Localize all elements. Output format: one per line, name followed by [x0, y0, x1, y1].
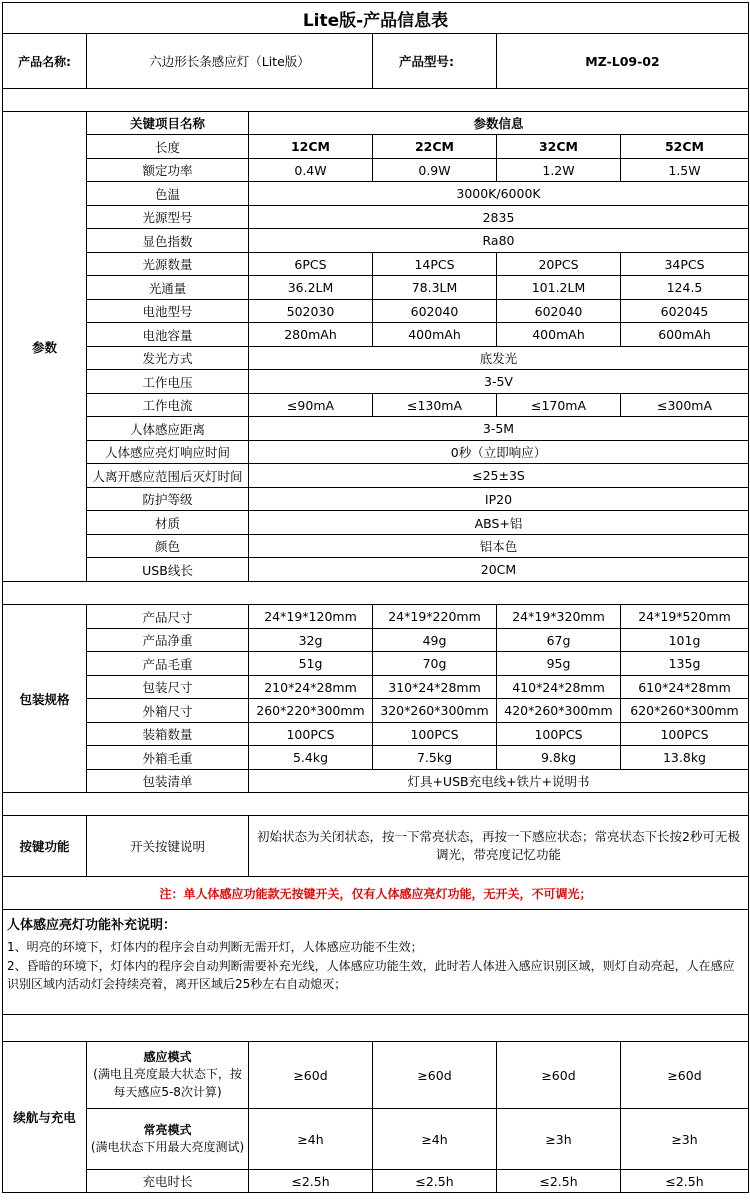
- params-row-value: 1.2W: [497, 159, 621, 182]
- packing-row: [3, 605, 749, 629]
- steady-value-2: ≥4h: [373, 1109, 497, 1170]
- params-row-value: 3000K/6000K: [249, 182, 749, 206]
- params-row: [3, 417, 749, 441]
- params-row-value: 12CM: [249, 135, 373, 159]
- params-row-label: 人体感应亮灯响应时间: [87, 441, 249, 464]
- params-row-value: 502030: [249, 300, 373, 323]
- button-row: [3, 816, 749, 877]
- packing-row-value: 67g: [497, 629, 621, 652]
- sense-mode-note: (满电且亮度最大状态下，按每天感应5-8次计算): [93, 1067, 242, 1099]
- params-row-value: 400mAh: [497, 323, 621, 347]
- params-row-value: 78.3LM: [373, 276, 497, 300]
- spacer-cell: [3, 582, 749, 605]
- packing-row: [3, 652, 749, 676]
- params-row-label: 材质: [87, 511, 249, 535]
- params-row-value: 124.5: [621, 276, 749, 300]
- params-row: [3, 300, 749, 323]
- spacer-row: [3, 793, 749, 816]
- sheet-title: Lite版-产品信息表: [3, 3, 749, 34]
- packing-row-value: 410*24*28mm: [497, 676, 621, 699]
- packing-row-value: 260*220*300mm: [249, 699, 373, 723]
- params-row-value: 14PCS: [373, 253, 497, 276]
- params-row-label: 防护等级: [87, 488, 249, 511]
- product-name-label: 产品名称:: [3, 34, 87, 89]
- charge-value-2: ≤2.5h: [373, 1170, 497, 1193]
- params-row-value: ≤130mA: [373, 394, 497, 417]
- sense-value-2: ≥60d: [373, 1042, 497, 1109]
- sense-value-3: ≥60d: [497, 1042, 621, 1109]
- params-row-value: 6PCS: [249, 253, 373, 276]
- battery-section-label: 续航与充电: [3, 1042, 87, 1193]
- supplement-cell: [3, 910, 749, 1015]
- params-row: [3, 135, 749, 159]
- charge-value-4: ≤2.5h: [621, 1170, 749, 1193]
- spacer-cell: [3, 1015, 749, 1042]
- params-header-info: 参数信息: [249, 112, 749, 135]
- packing-row-value: 620*260*300mm: [621, 699, 749, 723]
- params-row-label: 光源型号: [87, 206, 249, 229]
- packing-row-value: 51g: [249, 652, 373, 676]
- params-row-value: 底发光: [249, 347, 749, 370]
- packing-row-value: 420*260*300mm: [497, 699, 621, 723]
- product-info-sheet: [2, 2, 748, 1193]
- params-row: [3, 347, 749, 370]
- button-section-label: 按键功能: [3, 816, 87, 877]
- button-description: 初始状态为关闭状态，按一下常亮状态，再按一下感应状态；常亮状态下长按2秒可无极调光，带亮度记忆功能: [249, 816, 749, 877]
- params-row-value: ≤90mA: [249, 394, 373, 417]
- params-row-label: 光通量: [87, 276, 249, 300]
- params-row-value: 52CM: [621, 135, 749, 159]
- params-row: [3, 464, 749, 488]
- params-row-value: 22CM: [373, 135, 497, 159]
- spacer-row: [3, 89, 749, 112]
- supplement-line-2: 2、昏暗的环境下，灯体内的程序会自动判断需要补充光线，人体感应功能生效，此时若人体进入感应识别区域，则灯自动亮起，人在感应识别区域内活动灯会持续亮着，离开区域后25秒左右自动熄灭；: [7, 958, 735, 992]
- steady-value-3: ≥3h: [497, 1109, 621, 1170]
- packing-row: [3, 699, 749, 723]
- params-row-value: 2835: [249, 206, 749, 229]
- params-row: [3, 323, 749, 347]
- packing-row-label: 外箱尺寸: [87, 699, 249, 723]
- packing-row-value: 310*24*28mm: [373, 676, 497, 699]
- sense-mode-cell: [87, 1042, 249, 1109]
- params-row-value: 1.5W: [621, 159, 749, 182]
- packing-row: [3, 676, 749, 699]
- params-header-item: 关键项目名称: [87, 112, 249, 135]
- packing-section-label: 包装规格: [3, 605, 87, 793]
- spacer-cell: [3, 793, 749, 816]
- packing-row: [3, 629, 749, 652]
- packing-row-value: 95g: [497, 652, 621, 676]
- params-header-row: [3, 112, 749, 135]
- product-info-row: [3, 34, 749, 89]
- params-row-label: 工作电流: [87, 394, 249, 417]
- product-name-value: 六边形长条感应灯（Lite版）: [87, 34, 373, 89]
- params-row-label: 颜色: [87, 535, 249, 558]
- packing-row-value: 24*19*220mm: [373, 605, 497, 629]
- packing-row-label: 产品净重: [87, 629, 249, 652]
- params-row-value: 3-5M: [249, 417, 749, 441]
- params-row: [3, 558, 749, 582]
- packing-row-value: 210*24*28mm: [249, 676, 373, 699]
- params-row: [3, 159, 749, 182]
- packing-row-value: 100PCS: [249, 723, 373, 746]
- params-row-value: 32CM: [497, 135, 621, 159]
- params-row-label: 发光方式: [87, 347, 249, 370]
- packing-row-value: 7.5kg: [373, 746, 497, 770]
- params-row-label: 人体感应距离: [87, 417, 249, 441]
- params-row-value: 602040: [373, 300, 497, 323]
- params-row-label: 电池容量: [87, 323, 249, 347]
- params-row-value: 602045: [621, 300, 749, 323]
- packing-row: [3, 746, 749, 770]
- spacer-cell: [3, 89, 749, 112]
- params-row: [3, 229, 749, 253]
- params-row-value: ≤170mA: [497, 394, 621, 417]
- params-row-label: 电池型号: [87, 300, 249, 323]
- steady-mode-title: 常亮模式: [143, 1122, 192, 1137]
- params-section-label: 参数: [3, 112, 87, 582]
- packing-row-label: 包装清单: [87, 770, 249, 793]
- params-row-value: 602040: [497, 300, 621, 323]
- params-row-value: IP20: [249, 488, 749, 511]
- params-row-label: USB线长: [87, 558, 249, 582]
- params-row-value: ≤300mA: [621, 394, 749, 417]
- params-row-value: ABS+铝: [249, 511, 749, 535]
- spacer-row: [3, 1015, 749, 1042]
- charge-value-1: ≤2.5h: [249, 1170, 373, 1193]
- packing-row-value: 135g: [621, 652, 749, 676]
- sense-value-1: ≥60d: [249, 1042, 373, 1109]
- params-row: [3, 441, 749, 464]
- button-item-label: 开关按键说明: [87, 816, 249, 877]
- params-row-label: 工作电压: [87, 370, 249, 394]
- warning-note: 注：单人体感应功能款无按键开关，仅有人体感应亮灯功能，无开关，不可调光；: [3, 877, 749, 910]
- params-row: [3, 370, 749, 394]
- params-row-value: Ra80: [249, 229, 749, 253]
- params-row-label: 长度: [87, 135, 249, 159]
- steady-value-4: ≥3h: [621, 1109, 749, 1170]
- product-model-label: 产品型号:: [373, 34, 497, 89]
- params-row-value: ≤25±3S: [249, 464, 749, 488]
- packing-row-label: 产品尺寸: [87, 605, 249, 629]
- params-row-value: 20CM: [249, 558, 749, 582]
- packing-row-value: 32g: [249, 629, 373, 652]
- packing-row-value: 100PCS: [497, 723, 621, 746]
- note-row: [3, 877, 749, 910]
- packing-row-value: 5.4kg: [249, 746, 373, 770]
- params-row: [3, 511, 749, 535]
- packing-row-value: 70g: [373, 652, 497, 676]
- packing-row-label: 包装尺寸: [87, 676, 249, 699]
- params-row: [3, 182, 749, 206]
- spec-table: [2, 2, 749, 1193]
- params-row-value: 0.9W: [373, 159, 497, 182]
- params-row-value: 36.2LM: [249, 276, 373, 300]
- params-row-value: 0.4W: [249, 159, 373, 182]
- supplement-row: [3, 910, 749, 1015]
- params-row-value: 101.2LM: [497, 276, 621, 300]
- params-row: [3, 394, 749, 417]
- params-row-label: 人离开感应范围后灭灯时间: [87, 464, 249, 488]
- sense-value-4: ≥60d: [621, 1042, 749, 1109]
- params-row: [3, 206, 749, 229]
- params-row: [3, 276, 749, 300]
- params-row-value: 0秒（立即响应）: [249, 441, 749, 464]
- packing-row-value: 灯具+USB充电线+铁片+说明书: [249, 770, 749, 793]
- packing-row-value: 49g: [373, 629, 497, 652]
- params-row-value: 34PCS: [621, 253, 749, 276]
- packing-row-label: 外箱毛重: [87, 746, 249, 770]
- title-row: [3, 3, 749, 34]
- sense-mode-title: 感应模式: [143, 1049, 192, 1064]
- params-row-value: 400mAh: [373, 323, 497, 347]
- packing-row-label: 装箱数量: [87, 723, 249, 746]
- product-model-value: MZ-L09-02: [497, 34, 749, 89]
- packing-row-value: 24*19*320mm: [497, 605, 621, 629]
- params-row-value: 600mAh: [621, 323, 749, 347]
- params-row: [3, 535, 749, 558]
- packing-row-value: 610*24*28mm: [621, 676, 749, 699]
- charge-value-3: ≤2.5h: [497, 1170, 621, 1193]
- packing-row-label: 产品毛重: [87, 652, 249, 676]
- packing-row-value: 24*19*520mm: [621, 605, 749, 629]
- spacer-row: [3, 582, 749, 605]
- packing-row-value: 101g: [621, 629, 749, 652]
- params-row-label: 光源数量: [87, 253, 249, 276]
- packing-row-value: 9.8kg: [497, 746, 621, 770]
- params-row: [3, 253, 749, 276]
- packing-row-value: 320*260*300mm: [373, 699, 497, 723]
- params-row-value: 280mAh: [249, 323, 373, 347]
- charge-time-row: [3, 1170, 749, 1193]
- supplement-heading: 人体感应亮灯功能补充说明：: [7, 918, 177, 933]
- packing-row-value: 24*19*120mm: [249, 605, 373, 629]
- packing-row-value: 13.8kg: [621, 746, 749, 770]
- supplement-line-1: 1、明亮的环境下，灯体内的程序会自动判断无需开灯，人体感应功能不生效；: [7, 940, 423, 955]
- packing-row-value: 100PCS: [373, 723, 497, 746]
- packing-row-value: 100PCS: [621, 723, 749, 746]
- params-row-value: 20PCS: [497, 253, 621, 276]
- params-row-label: 色温: [87, 182, 249, 206]
- params-row-value: 3-5V: [249, 370, 749, 394]
- steady-mode-row: [3, 1109, 749, 1170]
- charge-time-label: 充电时长: [87, 1170, 249, 1193]
- packing-row: [3, 770, 749, 793]
- sense-mode-row: [3, 1042, 749, 1109]
- params-row: [3, 488, 749, 511]
- params-row-label: 显色指数: [87, 229, 249, 253]
- params-row-label: 额定功率: [87, 159, 249, 182]
- params-row-value: 铝本色: [249, 535, 749, 558]
- steady-mode-note: (满电状态下用最大亮度测试): [90, 1140, 245, 1154]
- steady-mode-cell: [87, 1109, 249, 1170]
- packing-row: [3, 723, 749, 746]
- steady-value-1: ≥4h: [249, 1109, 373, 1170]
